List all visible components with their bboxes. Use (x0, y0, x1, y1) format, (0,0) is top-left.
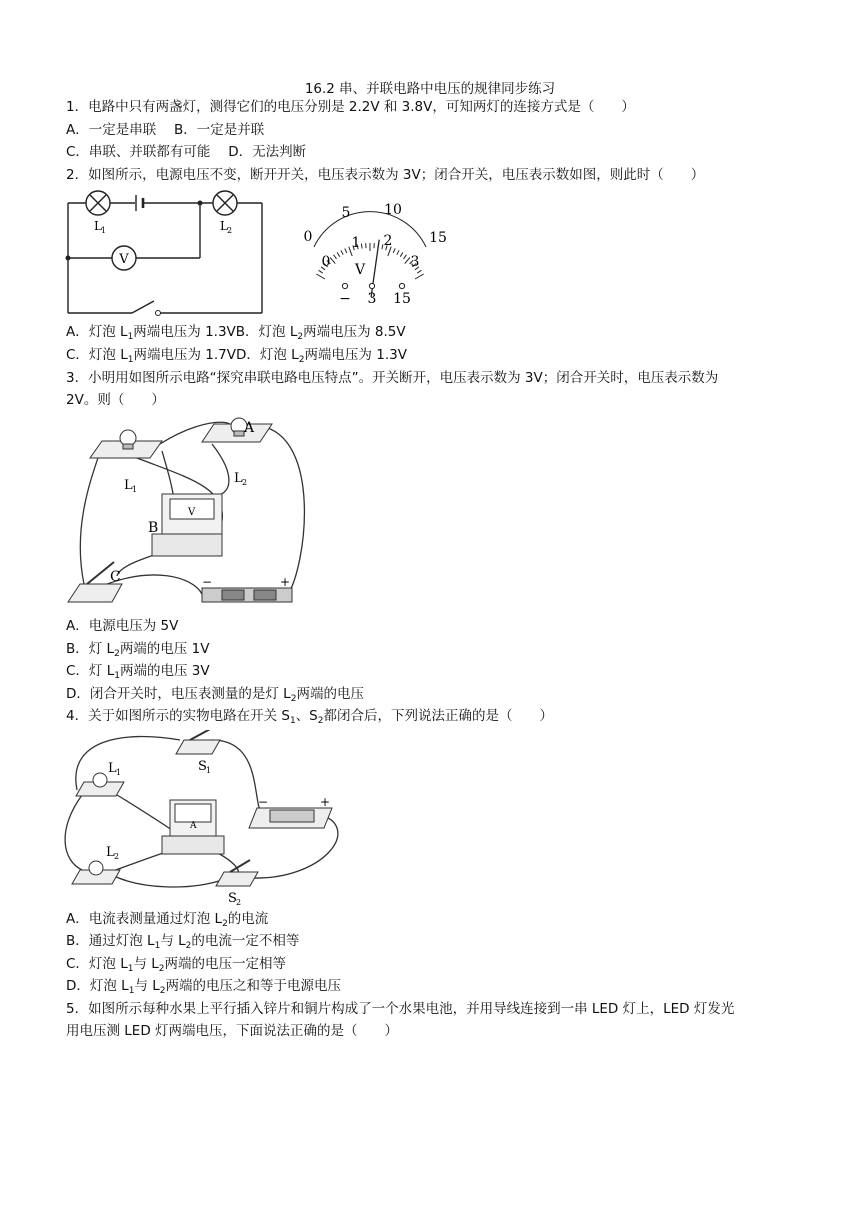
q4-s2-sub: 2 (236, 898, 242, 907)
dial-bottom-0: 0 (321, 254, 331, 270)
q2-options-ab: A．灯泡 $L_1$两端电压为 1.3VB．灯泡 $L_2$两端电压为 8.5V (66, 324, 406, 342)
q2-voltmeter-dial (290, 195, 460, 310)
q4-option-c: C．灯泡 $L_1$与 $L_2$两端的电压一定相等 (66, 956, 287, 974)
q2-l2-sub: 2 (227, 226, 233, 235)
dial-terminal-3: 3 (367, 291, 377, 307)
q3-stem-line2: 2V。则（ ） (66, 392, 165, 408)
q4-battery-plus: + (320, 795, 331, 809)
page-title: 16.2 串、并联电路中电压的规律同步练习 (304, 81, 556, 97)
q3-l1-label: L (124, 478, 133, 493)
q4-stem: 4．关于如图所示的实物电路在开关 $S_1$、$S_2$都闭合后，下列说法正确的是（ ） (66, 708, 553, 726)
q5-stem-line2: 用电压测 LED 灯两端电压，下面说法正确的是（ ） (66, 1023, 399, 1039)
q3-option-c: C．灯 $L_1$两端的电压 3V (66, 663, 210, 681)
q3-l2-label: L (234, 471, 243, 486)
q3-l1-sub: 1 (132, 485, 138, 494)
q3-l2-sub: 2 (242, 478, 248, 487)
dial-tick (361, 244, 362, 249)
dial-bottom-1: 1 (351, 235, 361, 251)
dial-tick (316, 274, 325, 279)
q4-l2-sub: 2 (114, 852, 120, 861)
dial-bottom-2: 2 (383, 233, 393, 249)
q5-stem-line1: 5．如图所示每种水果上平行插入锌片和铜片构成了一个水果电池，并用导线连接到一串 LED 灯上，LED 灯发光 (66, 1001, 735, 1017)
dial-top-0: 0 (303, 229, 313, 245)
q4-option-a: A．电流表测量通过灯泡 $L_2$的电流 (66, 911, 269, 929)
q2-voltmeter-symbol-label: V (119, 252, 129, 267)
q4-l1-label: L (108, 761, 117, 776)
dial-tick (319, 270, 323, 273)
q2-circuit-diagram (60, 188, 275, 318)
dial-tick (400, 252, 403, 256)
q3-option-a: A．电源电压为 5V (66, 618, 179, 634)
q3-label-b: B (148, 520, 159, 536)
dial-tick (415, 274, 424, 279)
dial-terminal-minus: − (339, 291, 351, 307)
dial-tick (397, 250, 399, 254)
dial-tick (330, 258, 335, 264)
q4-ammeter-a: A (190, 821, 197, 831)
q3-label-a: A (244, 420, 255, 436)
q3-battery-plus: + (280, 575, 291, 589)
q2-l2-label: L (220, 219, 228, 233)
dial-unit: V (354, 262, 366, 278)
q4-s1-label: S (198, 759, 207, 774)
dial-tick (393, 248, 395, 253)
dial-top-5: 5 (341, 205, 351, 221)
q2-l1-label: L (94, 219, 102, 233)
q1-options-ab: A．一定是串联 B．一定是并联 (66, 122, 265, 138)
dial-tick (334, 255, 337, 259)
q1-stem: 1．电路中只有两盏灯，测得它们的电压分别是 2.2V 和 3.8V，可知两灯的连接方式是（ ） (66, 99, 635, 115)
dial-terminal-15: 15 (393, 291, 411, 307)
dial-tick (345, 248, 347, 253)
q3-physical-circuit (62, 416, 307, 608)
q3-option-b: B．灯 $L_2$两端的电压 1V (66, 641, 210, 659)
q1-options-cd: C．串联、并联都有可能 D．无法判断 (66, 144, 307, 160)
dial-tick (417, 270, 421, 273)
dial-top-10: 10 (384, 202, 402, 218)
dial-tick (405, 258, 410, 264)
q4-option-d: D．灯泡 $L_1$与 $L_2$两端的电压之和等于电源电压 (66, 978, 341, 996)
q4-battery-minus: − (258, 795, 269, 809)
q4-s1-sub: 1 (206, 766, 212, 775)
q3-label-c: C (110, 569, 121, 585)
q2-stem: 2．如图所示，电源电压不变，断开开关，电压表示数为 3V；闭合开关，电压表示数如图，则此时（ ） (66, 167, 705, 183)
q3-voltmeter-v: V (188, 507, 196, 518)
q4-option-b: B．通过灯泡 $L_1$与 $L_2$的电流一定不相等 (66, 933, 300, 951)
dial-tick (337, 252, 340, 256)
dial-bottom-3: 3 (410, 254, 420, 270)
q3-battery-minus: − (202, 575, 213, 589)
q4-l1-sub: 1 (116, 768, 122, 777)
q4-physical-circuit (62, 730, 347, 908)
q3-stem-line1: 3．小明用如图所示电路“探究串联电路电压特点”。开关断开，电压表示数为 3V；闭合开关时，电压表示数为 (66, 370, 719, 386)
q4-l2-label: L (106, 845, 115, 860)
q2-options-cd: C．灯泡 $L_1$两端电压为 1.7VD．灯泡 $L_2$两端电压为 1.3V (66, 347, 407, 365)
q2-l1-sub: 1 (101, 226, 107, 235)
q4-s2-label: S (228, 891, 237, 906)
dial-tick (341, 250, 343, 254)
dial-tick (404, 255, 407, 259)
dial-top-15: 15 (429, 230, 447, 246)
q3-option-d: D．闭合开关时，电压表测量的是灯 $L_2$两端的电压 (66, 686, 364, 704)
